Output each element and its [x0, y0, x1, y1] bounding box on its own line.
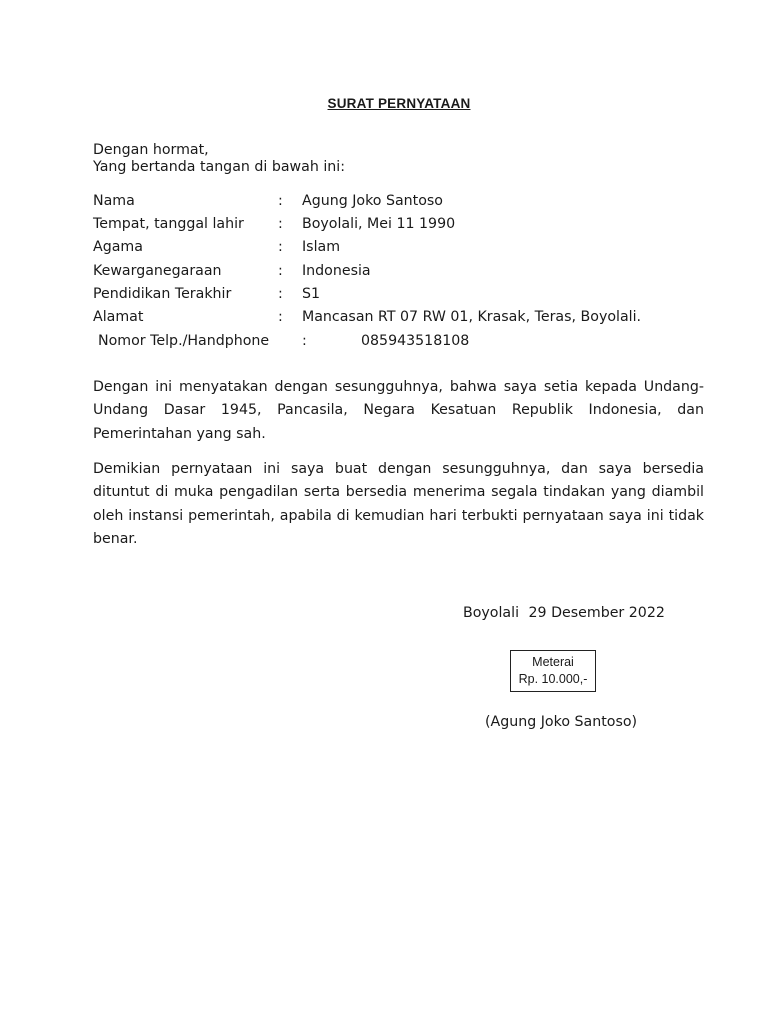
field-label: Kewarganegaraan — [93, 263, 222, 279]
stamp-amount: Rp. 10.000,- — [518, 672, 588, 686]
field-separator: : — [278, 193, 283, 209]
field-separator: : — [278, 239, 283, 255]
field-value: Boyolali, Mei 11 1990 — [302, 216, 456, 232]
field-value: Mancasan RT 07 RW 01, Krasak, Teras, Boyolali. — [302, 309, 642, 325]
place-date — [463, 605, 665, 621]
field-separator: : — [278, 263, 283, 279]
field-row-alamat — [93, 309, 713, 329]
signature-date: 29 Desember 2022 — [528, 605, 665, 621]
field-label: Nama — [93, 193, 135, 209]
intro-line: Yang bertanda tangan di bawah ini: — [93, 159, 345, 175]
field-label: Alamat — [93, 309, 144, 325]
field-separator: : — [278, 286, 283, 302]
field-separator: : — [302, 333, 307, 349]
field-value: Islam — [302, 239, 341, 255]
field-row-telepon — [93, 333, 713, 353]
stamp-label: Meterai — [532, 655, 574, 669]
statement-paragraph: Dengan ini menyatakan dengan sesungguhnya, bahwa saya setia kepada Undang-Undang Dasar 1945, Pancasila, Negara Kesatuan Republik Indonesia, dan Pemerintahan yang sah. — [93, 379, 704, 442]
signatory-name: (Agung Joko Santoso) — [485, 714, 638, 730]
field-row-nama — [93, 193, 713, 213]
field-value: S1 — [302, 286, 321, 302]
field-row-ttl — [93, 216, 713, 236]
greeting-line: Dengan hormat, — [93, 142, 209, 158]
field-label: Nomor Telp./Handphone — [98, 333, 270, 349]
field-separator: : — [278, 309, 283, 325]
field-row-pendidikan — [93, 286, 713, 306]
meterai-stamp-box — [510, 650, 596, 692]
closing-paragraph: Demikian pernyataan ini saya buat dengan sesungguhnya, dan saya bersedia dituntut di muka pengadilan serta bersedia menerima segala tindakan yang diambil oleh instansi pemerintah, apabila di kemudian hari terbukti pernyataan saya ini tidak benar. — [93, 461, 704, 548]
document-title: SURAT PERNYATAAN — [327, 96, 471, 111]
field-value: 085943518108 — [361, 333, 470, 349]
field-label: Agama — [93, 239, 143, 255]
field-value: Agung Joko Santoso — [302, 193, 443, 209]
field-separator: : — [278, 216, 283, 232]
field-label: Tempat, tanggal lahir — [93, 216, 244, 232]
field-value: Indonesia — [302, 263, 371, 279]
field-label: Pendidikan Terakhir — [93, 286, 232, 302]
field-row-kewarganegaraan — [93, 263, 713, 283]
field-row-agama — [93, 239, 713, 259]
signature-place: Boyolali — [463, 605, 520, 621]
